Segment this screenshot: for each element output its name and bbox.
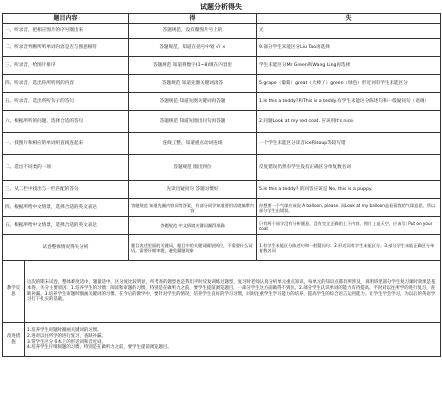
item-cell: 二、选出不同类的一项 — [3, 155, 129, 181]
loss-cell: 学生未能区分Mr Green和Wang Ling再选择 — [257, 57, 441, 75]
table-row — [3, 24, 441, 39]
table-row — [3, 133, 441, 155]
gain-cell: 答题规范 知道将数字(1~8)填在内容里 — [129, 57, 257, 75]
header-loss: 失 — [257, 14, 441, 24]
improvement-item: 4.培养学生仔细阅题的习惯，特别是在做听力之前，要学生提前浏览题目。 — [27, 345, 172, 351]
loss-cell: 1.有学生未能区分陈述句和一般疑问句；2.形近词有学生未能区分；3.部分学生未能正确区分单复数名词 — [257, 235, 441, 261]
item-cell: 四、听录音，选出你所听到的内容 — [3, 75, 129, 93]
improvement-item: 2.进对以往所学的进行复习，查缺补漏。 — [27, 333, 106, 339]
item-cell: 六、根据所听的问题，选择合适的答句 — [3, 111, 129, 133]
item-cell: 一、找图片和相应的单词用直线连起来 — [3, 133, 129, 155]
gain-cell: 题目表述里面的关键词，题目中的关键词圈划到位，不需要什么词语，需要仔细审题，避免漏题现象 — [129, 235, 257, 261]
page-title: 试题分析得失 — [200, 3, 242, 11]
loss-cell: 1.Is this a teddy?和This is a teddy.有学生未能区分陈述句和一般疑问句（语调） — [257, 93, 441, 111]
reflection-label: 教学反思 — [3, 261, 25, 323]
loss-cell: 5.grape（葡萄）great（大棒了）green（绿色）形近词有学生未能区分 — [257, 75, 441, 93]
gain-cell: 答题规范 知道先圈出问句再答题 — [129, 111, 257, 133]
loss-cell: 反复错误仍然有学生没有正确区分单复数名词 — [257, 155, 441, 181]
table-row — [3, 57, 441, 75]
improvement-item: 3.常学生区分书本上的形近词和音近词。 — [27, 339, 106, 345]
item-cell: 二、听录音判断所听单词内容是否与图意相符 — [3, 39, 129, 57]
table-row — [3, 199, 441, 217]
item-cell: 三、从二栏中找出与一栏匹配的答句 — [3, 181, 129, 199]
table-row — [3, 235, 441, 261]
reflection-text: 这次的期末试卷，整体难度适中，题量适中，区分度比较明显，所考查的题型也是我们平时反复训练过题型，复习时老师认真分析单元重点知识，每单元的知识点都有所涉及，说明班里部分学生复习课时效果是基本得。失分主要原因：1.培养学生的习惯：阅读和审题的习惯，特别是在做听力之前，要学生提前浏览题目，一部分学生这方面做得不到位。2.部分学生认识单词的能力有待提高。平时对以往所学的进行复习，查缺补漏。3.培养学生审题时圈画关键词的习惯。在今后的教学中，要针对学生的情况，培养学生良好的学习习惯，同时注重学生学习能力的培养，提高学生的综合语言运用能力。让学生学会学习，为以后的英语学习打下扎实的基础。 — [25, 261, 441, 323]
table-row — [3, 93, 441, 111]
gain-cell: 答题规范 知道先圈内容词等答案，有部分同学知道要用语境揣摩内容 — [129, 199, 257, 217]
header-item: 题目内容 — [3, 14, 129, 24]
loss-cell: 2.问题Look at my red coat. 应该用It's nice. — [257, 111, 441, 133]
table-row — [3, 155, 441, 181]
table-row — [3, 39, 441, 57]
table-row — [3, 75, 441, 93]
improvement-row — [3, 323, 441, 357]
item-cell: 五、听录音，选出所听句子的答句 — [3, 93, 129, 111]
loss-cell: 你想要一个气球应该说 A balloon, please. 而Look at my balloon是看看我的气球意思，所以部分学生出错误。 — [257, 199, 441, 217]
gain-cell: 答题规范，知道在括号中划 √/ × — [129, 39, 257, 57]
item-cell: 一、听录音，把相应图片的序号圈出来 — [3, 24, 129, 39]
gain-cell: 答题规范 知道先圈关键词再答 — [129, 75, 257, 93]
improvement-label: 改进措施 — [3, 323, 25, 357]
gain-cell: 答题规范，没有圈图片号上的 — [129, 24, 257, 39]
reflection-table — [2, 260, 441, 357]
item-cell: 试卷整体情况得失分析 — [3, 235, 129, 261]
gain-cell: 答题规范 知道先圈关键词再答题 — [129, 93, 257, 111]
item-cell: 四、根据所给中文情景，选择合适的英文表达 — [3, 199, 129, 217]
table-row — [3, 181, 441, 199]
reflection-row — [3, 261, 441, 323]
gain-cell: 先读出疑问句 答题习惯好 — [129, 181, 257, 199]
loss-cell: 无 — [257, 24, 441, 39]
item-cell: 五、根据所给中文情景，选择合适的英文表达 — [3, 217, 129, 235]
gain-cell: 答题规范 圈出到位 — [129, 155, 257, 181]
table-header-row — [3, 14, 441, 24]
item-cell: 三、听录音，给图片排序 — [3, 57, 129, 75]
improvement-list — [25, 323, 441, 357]
loss-cell: 只有两个同学没有分析题意，没有完全正确的上下内容，图片上是天空，应该写: Put on your coat — [257, 217, 441, 235]
analysis-table — [2, 13, 441, 261]
table-row — [3, 111, 441, 133]
gain-cell: 答题规范 中文情境关键词圈得准确 — [129, 217, 257, 235]
loss-cell: 9.部分学生未能区分Liu Tao再选择 — [257, 39, 441, 57]
improvement-item: 1.培养学生审题时圈画关键词的习惯。 — [27, 328, 102, 334]
gain-cell: 连线工整、知道重点动词连线 — [129, 133, 257, 155]
table-row — [3, 217, 441, 235]
loss-cell: 5.Is this a teddy? 的回答应该是 No, this is a puppy. — [257, 181, 441, 199]
header-gain: 得 — [129, 14, 257, 24]
loss-cell: 一个学生未能区分读音ice和soup等较写错 — [257, 133, 441, 155]
